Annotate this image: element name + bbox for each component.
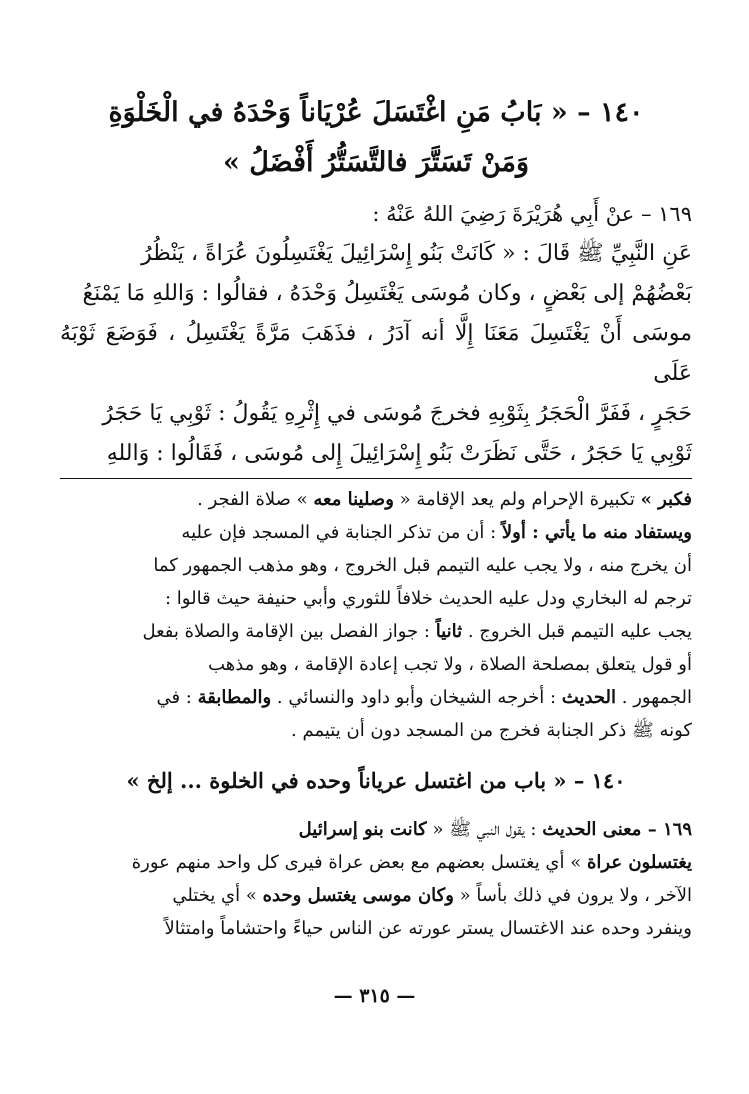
chapter-title-line-2: وَمَنْ تَسَتَّرَ فالتَّسَتُّرُ أَفْضَلُ » [222,147,530,178]
explanation-line [60,813,692,846]
text-run: » صلاة الفجر . [197,489,314,510]
commentary-line [60,615,692,648]
bold-phrase: ثانياً [435,621,463,642]
commentary-line: أن يخرج منه ، ولا يجب عليه التيمم قبل الخروج ، وهو مذهب الجمهور كما [153,555,692,576]
hadith-line: ثَوْبِي يَا حَجَرُ ، حَتَّى نَظَرَتْ بَنُو إِسْرَائِيلَ إِلى مُوسَى ، فَقَالُوا : وَاللهِ [106,441,692,466]
explanation-line [60,879,692,912]
bold-phrase: وكان موسى يغتسل وحده [262,885,454,906]
bold-phrase: الحديث [561,687,617,708]
hadith-line: موسَى أَنْ يَغْتَسِلَ مَعَنَا إِلَّا أنه آدَرُ ، فذَهَبَ مَرَّةً يَغْتَسِلُ ، فَوَضَعَ ثَوْبَهُ عَلَى [60,321,692,386]
text-run: : في [156,687,198,708]
bold-phrase: والمطابقة [197,687,272,708]
explanation-line: وينفرد وحده عند الاغتسال يستر عورته عن الناس حياءً واحتشاماً وامتثالاً [164,918,692,939]
text-run: : يقول النبي ﷺ « [426,819,543,840]
commentary-block [60,483,692,747]
hadith-line: بَعْضُهُمْ إلى بَعْضٍ ، وكان مُوسَى يَغْتَسِلُ وَحْدَهُ ، فقالُوا : وَاللهِ مَا يَمْنَعُ [82,281,692,306]
hadith-header: ١٦٩ – عنْ أَبِي هُرَيْرَةَ رَضِيَ اللهُ عَنْهُ : [372,202,692,226]
bold-phrase: ويستفاد منه ما يأتي : أولاً [501,522,692,543]
commentary-line: أو قول يتعلق بمصلحة الصلاة ، ولا تجب إعادة الإقامة ، وهو مذهب [208,654,692,675]
text-run: : أخرجه الشيخان وأبو داود والنسائي . [271,687,562,708]
commentary-line [60,516,692,549]
text-run: » أي يختلي [172,885,263,906]
chapter-title [60,88,692,188]
text-run: » أي يغتسل بعضهم مع بعض عراة فيرى كل واحد منهم عورة [131,852,587,873]
bold-phrase: كانت بنو إسرائيل [298,819,427,840]
text-run: تكبيرة الإحرام ولم يعد الإقامة « [393,489,641,510]
text-run: : أن من تذكر الجنابة في المسجد فإن عليه [181,522,502,543]
text-run: الجمهور . [616,687,692,708]
bold-phrase: وصلينا معه [313,489,394,510]
hadith-line: حَجَرٍ ، فَفَرَّ الْحَجَرُ بِثَوْبِهِ فخرجَ مُوسَى في إِثْرِهِ يَقُولُ : ثَوْبِي يَا حَجَرُ [102,401,692,426]
chapter-title-line-1: ١٤٠ – « بَابُ مَنِ اغْتَسَلَ عُرْيَاناً وَحْدَهُ في الْخَلْوَةِ [108,97,644,128]
text-run: : جواز الفصل بين الإقامة والصلاة بفعل [142,621,436,642]
text-run: الآخر ، ولا يرون في ذلك بأساً « [453,885,692,906]
page-number: — ٣١٥ — [333,985,416,1007]
bold-phrase: ١٦٩ – معنى الحديث [542,819,692,840]
bold-phrase: فكبر » [640,489,692,510]
footnote-divider [60,478,692,479]
section-title: ١٤٠ – « باب من اغتسل عرياناً وحده في الخلوة ... إلخ » [126,768,626,793]
text-run: يجب عليه التيمم قبل الخروج . [462,621,692,642]
hadith-line: عَنِ النَّبِيِّ ﷺ قَالَ : « كَانَتْ بَنُو إِسْرَائِيلَ يَغْتَسِلُونَ عُرَاةً ، يَنْظُرُ [141,241,692,266]
bold-phrase: يغتسلون عراة [586,852,692,873]
explanation-line [60,846,692,879]
commentary-line: ترجم له البخاري ودل عليه الحديث خلافاً للثوري وأبي حنيفة حيث قالوا : [165,588,692,609]
hadith-block [60,194,692,474]
explanation-block [60,813,692,945]
page-body [60,88,692,945]
commentary-line [60,681,692,714]
commentary-line [60,483,692,516]
commentary-line: كونه ﷺ ذكر الجنابة فخرج من المسجد دون أن يتيمم . [291,720,692,741]
